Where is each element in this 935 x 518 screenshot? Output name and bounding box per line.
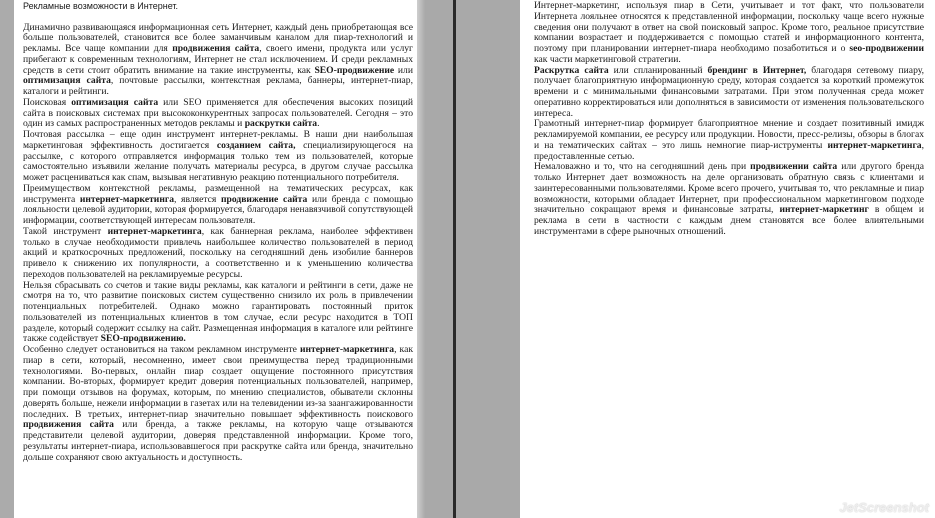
bold-keyword: интернет-маркетинга (107, 225, 202, 237)
bold-keyword: оптимизация сайта (71, 96, 159, 108)
watermark-text: JetScreenshot (839, 499, 929, 515)
paragraph (23, 23, 413, 98)
paragraph (23, 345, 413, 463)
bold-keyword: продвижение сайта (220, 193, 308, 205)
paragraph (23, 98, 413, 130)
text-run: или бренда с помощью лояльности целевой аудитории, которая формируется, благодаря ненавязчивой сопутствующей информации, соответствующей интересам пользователя. (23, 193, 414, 226)
bold-keyword: интернет-маркетинга (299, 344, 395, 355)
paragraph (23, 130, 413, 184)
text-run: . (317, 118, 320, 130)
bold-keyword: SEO-продвижению. (100, 333, 186, 345)
bold-keyword: раскрутки сайта (244, 118, 318, 130)
paragraph (23, 281, 413, 346)
bold-keyword: брендинг в Интернет, (707, 64, 807, 76)
paragraph (23, 227, 413, 281)
text-run: , своего имени, продукта или услуг прибегают к современным технологиям, Интернет не стал исключением. И среди рекламных средств в сети стоит обратить внимание на такие инструменты, как (23, 43, 413, 76)
paragraph (534, 1, 924, 66)
page-left-body (23, 23, 413, 464)
bold-keyword: интернет-маркетинга (79, 193, 174, 205)
bold-keyword: интернет-маркетинга (827, 139, 922, 151)
text-run: или другого бренда только Интернет дает возможность на деле организовать обратную связь с клиентами и заинтересованными пользователями. Кроме всего прочего, учитывая то, что рекламные и пиар возможности, которыми обладает Интернет, при профессиональном маркетинговом подходе значительно сокращают время и финансовые затраты, (534, 161, 924, 216)
text-run: или бренда, а также рекламы, на которую чаще отзываются представители целевой аудитории, доверяя представленной информации. Кроме того, результаты интернет-пиара, использовавшегося при раскрутке сайта или бренда, значительно дольше сохраняют свою актуальность и доступность. (23, 419, 413, 463)
text-run: специализирующегося на рассылке, с которого отправляется информация только тем из пользователей, которые самостоятельно изъявили желание получать материалы ресурса, в другом случае рассылка может расцениваться как спам, вызывая негативную реакцию потенциального потребителя. (23, 139, 414, 183)
text-run: или спланированный (608, 64, 708, 76)
page-right-content (534, 1, 924, 238)
document-page-left (14, 0, 417, 518)
text-run: Преимуществом контекстной рекламы, размещенной на тематических ресурсах, как инструмента (23, 182, 413, 205)
text-run: Грамотный интернет-пиар формирует благоприятное мнение и создает позитивный имидж рекламируемой компании, ее ресурсу или продукции. Новости, пресс-релизы, обзоры в блогах и на тематических сайтах – это лишь немногие пиар-иструменты (534, 118, 924, 151)
bold-keyword: интернет-маркетинг (779, 204, 869, 216)
text-run: Почтовая рассылка – еще один инструмент интернет-рекламы. В наши дни наибольшая маркетинговая эффективность достигается (23, 129, 413, 151)
bold-keyword: продвижения сайта (23, 419, 114, 431)
text-run: Немаловажно и то, что на сегодняшний день при (534, 161, 751, 173)
text-run: Интернет-маркетинг, используя пиар в Сети, учитывает и тот факт, что пользователи Интернета лояльнее относятся к представленной информации, поскольку чаще всего нужные сведения они получают в ответ на свой поисковый запрос. Кроме того, реальное присутствие компании возрастает и поддерживается с помощью статей и информационного контента, поэтому при планировании интернет-пиара необходимо позаботиться и о (534, 0, 924, 54)
text-run: в общем и реклама в сети в частности с каждым днем становятся все более влиятельными инструментами в сфере рыночных отношений. (534, 204, 924, 237)
paragraph (534, 162, 924, 237)
text-run: Такой инструмент (23, 225, 108, 237)
bold-keyword: продвижения сайта (172, 43, 260, 54)
text-run: Поисковая (23, 96, 72, 108)
bold-keyword: продвижении сайта (750, 161, 838, 173)
page-gap (417, 0, 520, 518)
paragraph (23, 184, 413, 227)
text-run: Нельзя сбрасывать со счетов и такие виды рекламы, как каталоги и рейтинги в сети, даже не смотря на то, что развитие поисковых систем существенно снизило их роль в привлечении потенциальных потребителей. Однако можно гарантировать постоянный приток пользователей из потенциальных клиентов в том случае, если ресурс находится в ТОП разделе, который содержит ссылку на сайт. Размещенная информация в каталоге или рейтинге также содействует (23, 279, 413, 345)
text-run: , является (174, 193, 221, 205)
camera-shutter-icon (814, 499, 836, 515)
text-run: как части маркетинговой стратегии. (534, 53, 681, 65)
document-title: Рекламные возможности в Интернет. (23, 1, 179, 11)
page-left-content (23, 1, 413, 463)
bold-keyword: seo-продвижении (849, 43, 924, 54)
document-page-right (520, 0, 935, 518)
paragraph (534, 119, 924, 162)
paragraph (534, 66, 924, 120)
watermark (814, 499, 929, 515)
text-run: Динамично развивающаяся информационная сеть Интернет, каждый день приобретающая все больше пользователей, становится все более заманчивым каналом для пиар-технологий и рекламы. Все чаще компании для (23, 21, 413, 54)
text-run: , почтовые рассылки, контекстная реклама, баннеры, интернет-пиар, каталоги и рейтинги. (23, 75, 413, 97)
bold-keyword: Раскрутка сайта (534, 64, 609, 76)
text-run: , предоставленные сетью. (534, 139, 924, 162)
bold-keyword: созданием сайта, (216, 139, 296, 151)
page-right-body (534, 1, 924, 238)
window-divider[interactable] (453, 0, 456, 518)
text-run: благодаря сетевому пиару, получает благоприятную информационную среду, которая создается за короткий промежуток времени и с минимальными финансовыми затратами. При этом полученная среда может оперативно корректироваться или дополняться в зависимости от изменения пользовательского интереса. (534, 64, 924, 119)
text-run: , как пиар в сети, который, несомненно, имеет свои преимущества перед традиционными технологиями. Во-первых, онлайн пиар создает ощущение постоянного присутствия компании. Во-вторых, формирует кредит доверия потенциальных пользователей, например, при помощи отзывов на форумах, которым, по мнению специалистов, обыватели склонны доверять больше, нежели информации в газетах или на телевидении из-за заангажированности последних. В третьих, интернет-пиар значительно повышает эффективность поискового (23, 344, 413, 420)
text-run: или SEO применяется для обеспечения высоких позиций сайта в поисковых системах при высококонкурентных запросах пользователей. Сегодня – это один из самых распространенных методов рекламы и (23, 96, 414, 130)
bold-keyword: оптимизация сайта (23, 75, 111, 87)
text-run: Особенно следует остановиться на таком рекламном инструменте (23, 344, 300, 355)
text-run: , как баннерная реклама, наиболее эффективен только в случае необходимости привлечь наибольшее количество пользователей в период акций и краткосрочных предложений, поскольку на сегодняшний день изобилие баннеров привело к снижению их популярности, а соответственно и к уменьшению количества переходов пользователей на рекламируемые ресурсы. (23, 225, 413, 280)
bold-keyword: SEO-продвижение (314, 64, 395, 76)
text-run: или (394, 64, 413, 76)
